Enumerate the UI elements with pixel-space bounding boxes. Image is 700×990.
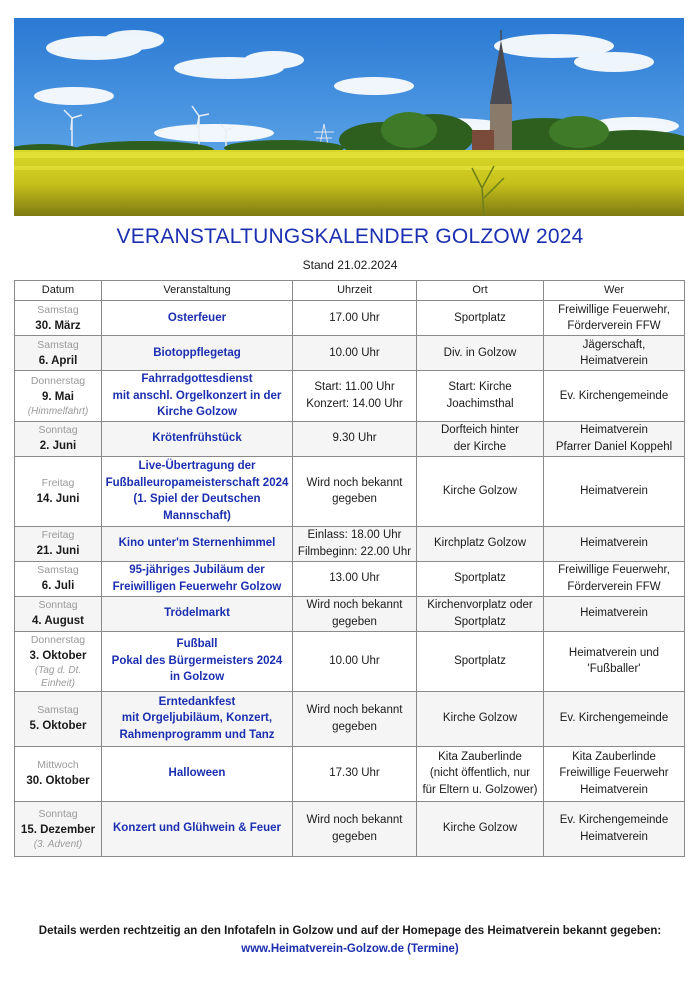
event-date: 6. April [38,354,78,367]
date-cell [15,561,102,596]
event-place-cell [417,561,544,596]
event-name-cell [102,421,293,456]
event-name-cell [102,596,293,631]
weekday: Sonntag [38,424,78,436]
event-place-cell [417,691,544,746]
event-organizer: Freiwillige Feuerwehr, Förderverein FFW [558,564,670,593]
event-organizer-cell [544,371,685,422]
event-time-cell [293,596,417,631]
event-time: Wird noch bekannt gegeben [306,599,403,628]
event-name-cell [102,336,293,371]
event-name: Trödelmarkt [164,607,230,620]
table-row [15,371,685,422]
event-time: Wird noch bekannt gegeben [306,704,403,733]
event-date: 21. Juni [36,545,80,557]
event-name: Biotoppflegetag [153,346,241,359]
event-name: Live-Übertragung der Fußballeuropameisterschaft 2024 (1. Spiel der Deutschen Mannschaft) [105,460,289,522]
event-organizer-cell [544,526,685,561]
weekday: Freitag [41,529,75,541]
event-date: 6. Juli [41,580,75,592]
event-time-cell [293,301,417,336]
weekday: Donnerstag [30,374,86,387]
event-time: 17.00 Uhr [329,311,380,324]
event-time: Wird noch bekannt gegeben [306,476,403,505]
weekday: Mittwoch [37,759,79,771]
event-place: Sportplatz [454,572,506,585]
event-place: Dorfteich hinter der Kirche [441,424,519,453]
event-organizer-cell [544,301,685,336]
event-place: Start: Kirche Joachimsthal [446,381,514,410]
event-date: 2. Juni [39,440,77,452]
date-cell [15,526,102,561]
event-name: Osterfeuer [167,311,227,324]
event-time-cell [293,631,417,691]
event-place-cell [417,336,544,371]
event-organizer: Kita Zauberlinde Freiwillige Feuerwehr Heimatverein [559,750,669,796]
column-header-datum: Datum [15,281,102,301]
event-place-cell [417,596,544,631]
event-place: Kirchplatz Golzow [433,537,527,550]
event-name-cell [102,801,293,856]
weekday: Sonntag [38,807,78,820]
event-place: Kita Zauberlinde (nicht öffentlich, nur für Eltern u. Golzower) [422,750,538,796]
date-cell [15,421,102,456]
table-row [15,336,685,371]
event-place: Sportplatz [454,654,506,667]
event-place: Kirche Golzow [442,484,518,497]
weekday: Donnerstag [30,633,86,646]
weekday: Samstag [37,564,79,576]
event-date: 30. März [35,319,81,332]
weekday: Samstag [37,338,79,351]
date-cell [15,371,102,422]
event-place: Kirche Golzow [442,712,518,725]
table-row [15,526,685,561]
event-date: 15. Dezember [20,823,96,836]
event-place-cell [417,456,544,526]
table-row [15,691,685,746]
date-cell [15,691,102,746]
event-name: Erntedankfest mit Orgeljubiläum, Konzert, Rahmenprogramm und Tanz [119,695,275,741]
date-cell [15,631,102,691]
weekday: Sonntag [38,599,78,611]
event-date: 9. Mai [42,390,74,403]
event-name-cell [102,746,293,801]
date-cell [15,596,102,631]
event-organizer: Jägerschaft, Heimatverein [580,338,648,367]
homepage-link[interactable]: www.Heimatverein-Golzow.de (Termine) [241,943,459,955]
event-organizer-cell [544,596,685,631]
date-cell [15,801,102,856]
date-cell [15,336,102,371]
table-row [15,421,685,456]
event-time-cell [293,456,417,526]
event-name-cell [102,691,293,746]
event-place-cell [417,371,544,422]
event-place: Kirchenvorplatz oder Sportplatz [427,599,533,628]
footer-note [0,922,700,958]
event-place-cell [417,801,544,856]
event-name: 95-jähriges Jubiläum der Freiwilligen Feuerwehr Golzow [112,564,282,593]
event-organizer-cell [544,336,685,371]
event-place-cell [417,526,544,561]
event-time-cell [293,801,417,856]
event-organizer: Heimatverein Pfarrer Daniel Koppehl [555,424,673,453]
event-organizer: Heimatverein [580,607,648,620]
event-organizer: Heimatverein und 'Fußballer' [568,646,660,675]
event-name-cell [102,631,293,691]
footer-text: Details werden rechtzeitig an den Infotafeln in Golzow und auf der Homepage des Heimatverein bekannt gegeben: [38,925,662,937]
event-name: Konzert und Glühwein & Feuer [112,822,282,835]
event-organizer-cell [544,691,685,746]
event-name-cell [102,456,293,526]
event-organizer: Heimatverein [580,537,648,550]
event-organizer-cell [544,421,685,456]
stand-date: Stand 21.02.2024 [302,258,398,272]
event-time-cell [293,336,417,371]
event-time-cell [293,746,417,801]
event-name-cell [102,561,293,596]
date-note: (Himmelfahrt) [27,405,89,417]
event-organizer-cell [544,631,685,691]
event-time-cell [293,421,417,456]
event-name: Krötenfrühstück [152,432,242,445]
event-time: 13.00 Uhr [329,572,380,585]
event-date: 4. August [32,615,84,627]
date-note: (Tag d. Dt. Einheit) [34,664,82,689]
weekday: Samstag [37,704,79,716]
event-name-cell [102,301,293,336]
event-place-cell [417,746,544,801]
event-name-cell [102,371,293,422]
table-row [15,746,685,801]
column-header-uhrzeit: Uhrzeit [293,281,417,301]
table-row [15,801,685,856]
event-time-cell [293,371,417,422]
event-name: Fußball Pokal des Bürgermeisters 2024 in Golzow [111,638,283,684]
event-time: 9.30 Uhr [332,432,377,445]
event-time: 10.00 Uhr [329,346,380,359]
event-organizer: Freiwillige Feuerwehr, Förderverein FFW [558,303,670,332]
weekday: Freitag [41,476,75,489]
event-organizer: Ev. Kirchengemeinde [559,389,669,402]
event-place: Div. in Golzow [443,346,517,359]
event-place-cell [417,631,544,691]
event-time: Einlass: 18.00 Uhr Filmbeginn: 22.00 Uhr [297,529,412,558]
event-date: 14. Juni [36,492,80,505]
date-note: (3. Advent) [33,838,83,850]
event-date: 30. Oktober [26,775,90,787]
page-title: VERANSTALTUNGSKALENDER GOLZOW 2024 [116,225,584,248]
table-row [15,456,685,526]
event-organizer-cell [544,561,685,596]
column-header-wer: Wer [544,281,685,301]
event-place: Kirche Golzow [442,822,518,835]
date-cell [15,301,102,336]
event-time: Wird noch bekannt gegeben [306,814,403,843]
table-row [15,631,685,691]
event-name: Fahrradgottesdienst mit anschl. Orgelkonzert in der Kirche Golzow [112,373,282,418]
date-cell [15,746,102,801]
event-place-cell [417,301,544,336]
event-place: Sportplatz [454,311,506,324]
rapeseed-field-photo [14,18,684,216]
event-organizer-cell [544,746,685,801]
event-time-cell [293,691,417,746]
table-header-row [15,281,685,301]
event-organizer: Ev. Kirchengemeinde Heimatverein [559,814,669,843]
column-header-veranstaltung: Veranstaltung [102,281,293,301]
event-name: Kino unter'm Sternenhimmel [118,537,276,550]
event-place-cell [417,421,544,456]
event-organizer-cell [544,801,685,856]
date-cell [15,456,102,526]
event-time-cell [293,561,417,596]
table-row [15,561,685,596]
event-date: 3. Oktober [29,649,87,662]
event-calendar-table [14,280,685,857]
event-organizer: Heimatverein [580,484,648,497]
event-name: Halloween [168,767,226,780]
event-date: 5. Oktober [29,720,87,732]
event-organizer: Ev. Kirchengemeinde [559,712,669,725]
event-time: Start: 11.00 Uhr Konzert: 14.00 Uhr [306,381,403,410]
column-header-ort: Ort [417,281,544,301]
header-photo [14,18,684,216]
table-row [15,301,685,336]
event-time: 17.30 Uhr [329,767,380,780]
event-time: 10.00 Uhr [329,654,380,667]
event-time-cell [293,526,417,561]
event-organizer-cell [544,456,685,526]
event-name-cell [102,526,293,561]
weekday: Samstag [37,303,79,316]
table-row [15,596,685,631]
